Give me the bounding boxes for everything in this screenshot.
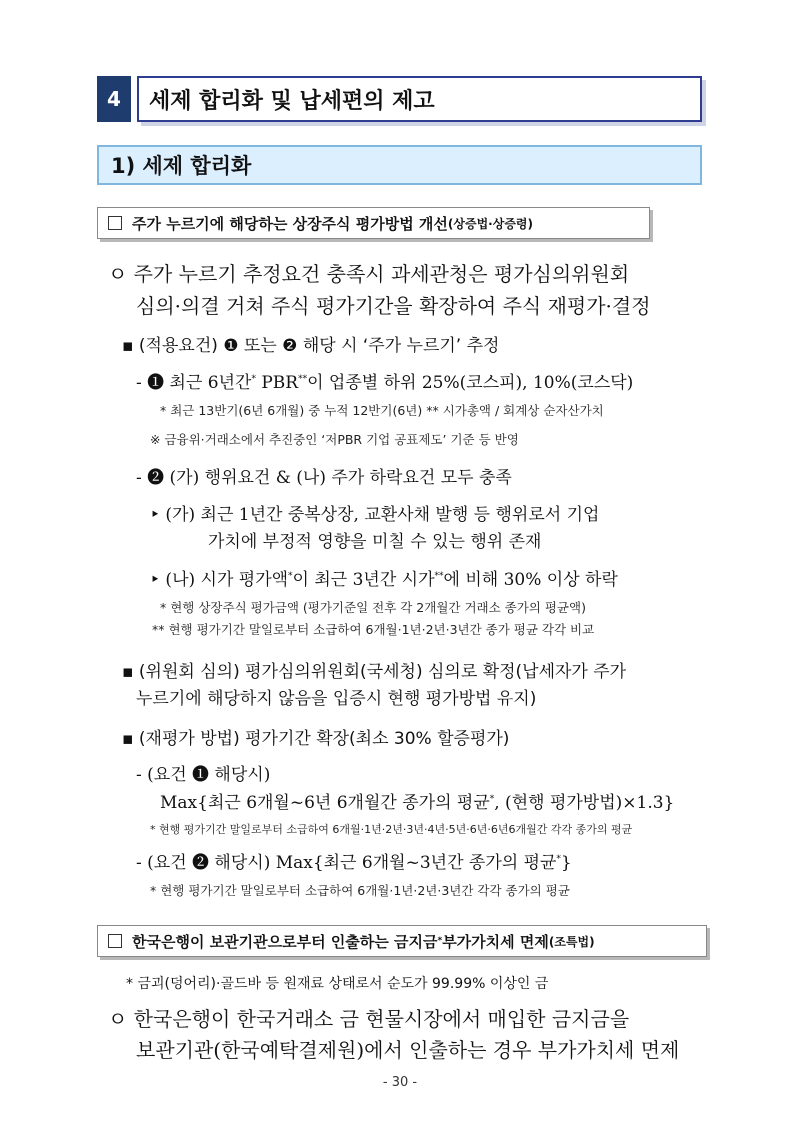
box-heading-gold-sup: *: [437, 936, 443, 946]
para-line-7: - ❷ (가) 행위요건 & (나) 주가 하락요건 모두 충족: [136, 468, 512, 488]
para-line-17: [160, 788, 674, 813]
line-17-part-b: , (현행 평가방법)×1.3}: [494, 793, 675, 813]
box-heading-gold-text-2: 부가가치세 면제: [442, 932, 549, 951]
box-heading-gold-text: 한국은행이 보관기관으로부터 인출하는 금지금: [132, 932, 438, 951]
footnote-line-20: * 현행 평가기간 말일로부터 소급하여 6개월·1년·2년·3년간 각각 종가의 평균: [150, 883, 570, 898]
para-line-10: [150, 565, 618, 590]
line-10-part-b: 이 최근 3년간 시가: [292, 570, 435, 590]
line-19-sup: *: [556, 854, 561, 865]
para-line-13: ▪ (위원회 심의) 평가심의위원회(국세청) 심의로 확정(납세자가 주가: [122, 662, 627, 682]
box-heading-valuation: [97, 207, 650, 239]
line-19-part-b: }: [560, 853, 572, 873]
line-4-sup-2: **: [298, 374, 308, 385]
para-line-14: 누르기에 해당하지 않음을 입증시 현행 평가방법 유지): [136, 689, 537, 709]
para-line-9: 가치에 부정적 영향을 미칠 수 있는 행위 존재: [208, 532, 542, 552]
section-number: 4: [97, 76, 131, 122]
line-19-part-a: - (요건 ❷ 해당시) Max{최근 6개월~3년간 종가의 평균: [136, 853, 557, 873]
line-10-part-a: ‣ (나) 시가 평가액: [150, 570, 289, 590]
section-title: [137, 76, 702, 122]
box-heading-gold-suffix: (조특법): [548, 934, 595, 949]
para-line-8: ‣ (가) 최근 1년간 중복상장, 교환사채 발행 등 행위로서 기업: [150, 505, 600, 525]
line-4-part-a: - ❶ 최근 6년간: [136, 373, 252, 393]
footnote-line-18: * 현행 평가기간 말일로부터 소급하여 6개월·1년·2년·3년·4년·5년·6년·6년6개월간 각각 종가의 평균: [150, 823, 633, 836]
box-heading-valuation-text: 주가 누르기에 해당하는 상장주식 평가방법 개선: [132, 214, 448, 233]
line-4-part-c: 이 업종별 하위 25%(코스피), 10%(코스닥): [307, 373, 634, 393]
para-line-1: ㅇ 주가 누르기 추정요건 충족시 과세관청은 평가심의위원회: [108, 262, 630, 286]
line-10-sup-2: **: [434, 571, 444, 582]
line-10-part-c: 에 비해 30% 이상 하락: [443, 570, 618, 590]
para-gold-line-2: 보관기관(한국예탁결제원)에서 인출하는 경우 부가가치세 면제: [136, 1038, 680, 1062]
para-line-15: ▪ (재평가 방법) 평가기간 확장(최소 30% 할증평가): [122, 729, 510, 749]
para-line-3: ▪ (적용요건) ❶ 또는 ❷ 해당 시 ‘주가 누르기’ 추정: [122, 336, 500, 356]
para-line-16: - (요건 ❶ 해당시): [136, 765, 271, 785]
footnote-line-5: * 최근 13반기(6년 6개월) 중 누적 12반기(6년) ** 시가총액 / 회계상 순자산가치: [160, 403, 604, 418]
page-number: - 30 -: [382, 1075, 418, 1090]
line-17-sup: *: [489, 794, 495, 805]
checkbox-square-icon: [108, 216, 122, 230]
para-line-4: [136, 368, 633, 393]
para-line-2: 심의·의결 거쳐 주식 평가기간을 확장하여 주식 재평가·결정: [136, 294, 651, 318]
para-line-19: [136, 848, 572, 873]
line-4-sup-1: *: [251, 374, 256, 385]
line-10-sup-1: *: [288, 571, 293, 582]
line-4-part-b: PBR: [255, 373, 299, 393]
para-gold-line-1: ㅇ 한국은행이 한국거래소 금 현물시장에서 매입한 금지금을: [108, 1007, 630, 1031]
line-17-part-a: Max{최근 6개월~6년 6개월간 종가의 평균: [160, 793, 490, 813]
section-title-text: 세제 합리화 및 납세편의 제고: [149, 88, 435, 114]
footnote-gold: * 금괴(덩어리)·골드바 등 원재료 상태로서 순도가 99.99% 이상인 금: [126, 976, 549, 992]
subsection-title: [97, 145, 702, 185]
footnote-line-12: ** 현행 평가기간 말일로부터 소급하여 6개월·1년·2년·3년간 종가 평균 각각 비교: [152, 622, 595, 637]
checkbox-square-icon: [108, 934, 122, 948]
box-heading-valuation-suffix: (상증법·상증령): [447, 216, 534, 231]
subsection-title-text: 1) 세제 합리화: [111, 154, 252, 178]
footnote-line-11: * 현행 상장주식 평가금액 (평가기준일 전후 각 2개월간 거래소 종가의 평균액): [160, 600, 586, 615]
box-heading-gold: [97, 925, 707, 957]
note-line-6: ※ 금융위·거래소에서 추진중인 ‘저PBR 기업 공표제도’ 기준 등 반영: [150, 432, 519, 447]
